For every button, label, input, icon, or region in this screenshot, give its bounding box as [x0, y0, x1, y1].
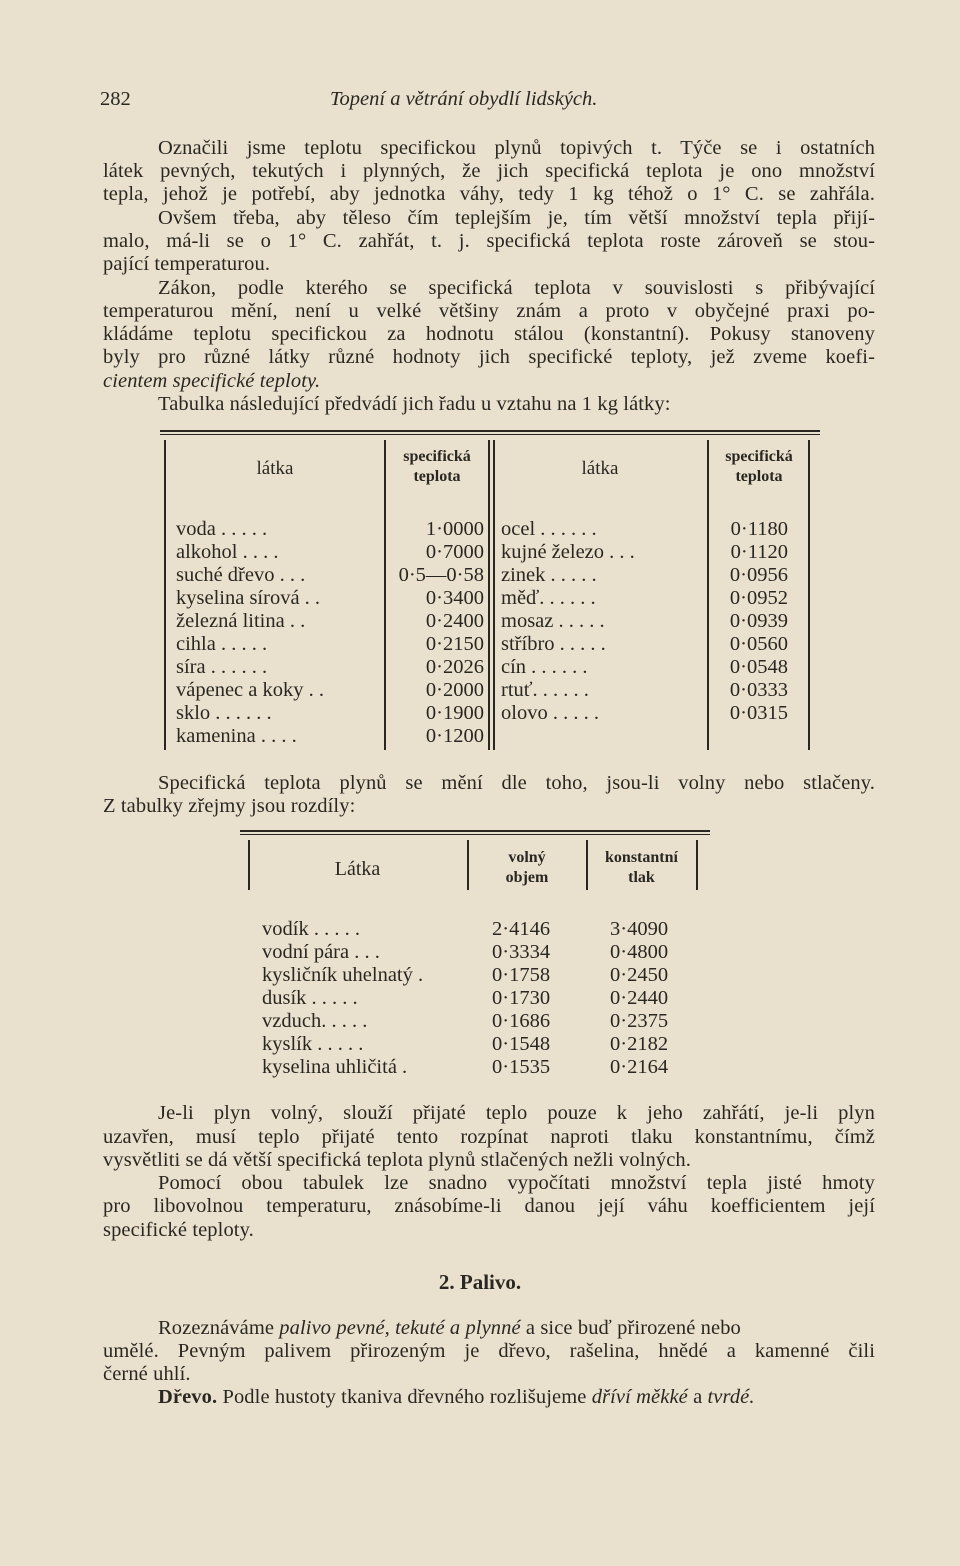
para6-line3: specifické teploty.	[103, 1219, 254, 1241]
table2-free-value: 0·1730	[492, 987, 551, 1009]
table1-col-rule-2	[707, 440, 709, 750]
table1-left-value: 0·3400	[425, 587, 484, 609]
table1-header-heat-left-2: teplota	[413, 468, 461, 485]
table2-top-rule	[240, 830, 710, 832]
table1-right-value: 0·0333	[729, 679, 788, 701]
table2-left-rule	[248, 840, 250, 890]
para1-line4: Ovšem třeba, aby těleso čím teplejším je, tím větší množství tepla přijí-	[158, 207, 875, 229]
para4-line2: Z tabulky zřejmy jsou rozdíly:	[103, 795, 356, 817]
table1-right-name: rtuť. . . . . .	[501, 679, 589, 701]
table2-name: vzduch. . . . .	[262, 1010, 368, 1032]
table2-const-value: 0·4800	[610, 941, 669, 963]
table1-right-value: 0·1180	[730, 518, 788, 540]
table1-left-value: 0·2026	[425, 656, 484, 678]
table2-header-const-2: tlak	[628, 869, 655, 886]
table1-right-value: 0·1120	[730, 541, 788, 563]
para1-line5: malo, má-li se o 1° C. zahřát, t. j. specifická teplota roste zároveň se stou-	[103, 230, 875, 252]
table1-right-name: zinek . . . . .	[501, 564, 597, 586]
table2-name: vodík . . . . .	[262, 918, 360, 940]
table1-mid-rule-b	[493, 440, 495, 750]
para7-line1-emph: palivo pevné, tekuté a plynné	[279, 1317, 521, 1339]
para4-line1: Specifická teplota plynů se mění dle toho, jsou-li volny nebo stlačeny.	[158, 772, 875, 794]
table1-intro: Tabulka následující předvádí jich řadu u vztahu na 1 kg látky:	[158, 393, 671, 415]
table1-left-value: 0·5—0·58	[398, 564, 484, 586]
para7-line1	[158, 1317, 875, 1340]
table2-name: dusík . . . . .	[262, 987, 358, 1009]
table2-name: vodní pára . . .	[262, 941, 380, 963]
table2-header-free-1: volný	[508, 849, 546, 866]
table1-left-name: sklo . . . . . .	[176, 702, 272, 724]
para8-and: a	[687, 1386, 708, 1408]
table1-right-rule	[808, 440, 810, 750]
table1-left-name: voda . . . . .	[176, 518, 268, 540]
table1-right-name: mosaz . . . . .	[501, 610, 605, 632]
table2-const-value: 0·2450	[610, 964, 669, 986]
page-number: 282	[100, 88, 131, 110]
para8-line1	[158, 1386, 875, 1409]
para8-heading: Dřevo.	[158, 1386, 218, 1408]
para2-line5: cientem specifické teploty.	[103, 370, 321, 392]
table2-free-value: 0·1758	[492, 964, 551, 986]
table1-mid-rule-a	[488, 440, 490, 750]
table1-left-value: 0·7000	[425, 541, 484, 563]
table1-right-value: 0·0956	[729, 564, 788, 586]
running-title: Topení a větrání obydlí lidských.	[330, 88, 598, 110]
table1-left-name: suché dřevo . . .	[176, 564, 306, 586]
table1-right-value: 0·0315	[729, 702, 788, 724]
para2-line1: Zákon, podle kterého se specifická teplota v souvislosti s přibývající	[158, 277, 875, 299]
table1-left-value: 0·1900	[425, 702, 484, 724]
table1-left-value: 0·2000	[425, 679, 484, 701]
table2-header-const-1: konstantní	[605, 849, 678, 866]
table1-top-rule-thin	[160, 434, 820, 435]
table1-right-value: 0·0560	[729, 633, 788, 655]
table1-header-heat-left-1: specifická	[403, 448, 471, 465]
table1-left-name: alkohol . . . .	[176, 541, 279, 563]
table1-header-substance-right: látka	[581, 458, 619, 479]
para8-soft-wood: dříví měkké	[591, 1386, 688, 1408]
table1-left-name: železná litina . .	[176, 610, 306, 632]
para2-line4: byly pro různé látky různé hodnoty jich specifické teploty, jež zveme koefi-	[103, 346, 875, 368]
table1-left-name: cihla . . . . .	[176, 633, 268, 655]
para5-line2: uzavřen, musí teplo přijaté tento rozpínat naproti tlaku konstantnímu, čímž	[103, 1126, 875, 1148]
table1-header-heat-right-1: specifická	[725, 448, 793, 465]
para6-line2: pro libovolnou temperaturu, znásobíme-li danou její váhu koefficientem její	[103, 1195, 875, 1217]
table1-right-value: 0·0939	[729, 610, 788, 632]
table2-const-value: 3·4090	[610, 918, 669, 940]
table1-left-value: 1·0000	[425, 518, 484, 540]
table1-right-name: cín . . . . . .	[501, 656, 588, 678]
table2-top-rule-thin	[240, 834, 710, 835]
table1-left-rule	[164, 440, 166, 750]
para2-line3: kládáme teplotu specifickou za hodnotu stálou (konstantní). Pokusy stanoveny	[103, 323, 875, 345]
table2-name: kysličník uhelnatý .	[262, 964, 424, 986]
table2-col-rule-1	[467, 840, 469, 890]
para6-line1: Pomocí obou tabulek lze snadno vypočítati množství tepla jisté hmoty	[158, 1172, 875, 1194]
table2-header-free-2: objem	[505, 869, 549, 886]
table1-right-value: 0·0952	[729, 587, 788, 609]
para7-line2: umělé. Pevným palivem přirozeným je dřevo, rašelina, hnědé a kamenné čili	[103, 1340, 875, 1362]
para5-line3: vysvětliti se dá větší specifická teplota plynů stlačených nežli volných.	[103, 1149, 691, 1171]
para7-line3: černé uhlí.	[103, 1363, 191, 1385]
table2-free-value: 0·3334	[492, 941, 551, 963]
para1-line6: pající temperaturou.	[103, 253, 271, 275]
section-title: 2. Palivo.	[438, 1270, 522, 1294]
table2-const-value: 0·2164	[610, 1056, 669, 1078]
para5-line1: Je-li plyn volný, slouží přijaté teplo pouze k jeho zahřátí, je-li plyn	[158, 1102, 875, 1124]
table2-free-value: 0·1686	[492, 1010, 551, 1032]
para1-line3: tepla, jehož je potřebí, aby jednotka váhy, tedy 1 kg téhož o 1° C. se zahřála.	[103, 183, 875, 205]
table2-name: kyslík . . . . .	[262, 1033, 364, 1055]
table1-right-value: 0·0548	[729, 656, 788, 678]
table1-header-heat-right-2: teplota	[735, 468, 783, 485]
para8-hard-wood: tvrdé.	[707, 1386, 755, 1408]
table1-left-value: 0·1200	[425, 725, 484, 747]
para7-line1-c: a sice buď přirozené nebo	[520, 1317, 741, 1339]
table2-const-value: 0·2182	[610, 1033, 669, 1055]
table2-free-value: 0·1548	[492, 1033, 551, 1055]
table2-free-value: 0·1535	[492, 1056, 551, 1078]
table1-left-value: 0·2400	[425, 610, 484, 632]
para2-line2: temperaturou mění, není u velké většiny znám a proto v obyčejné praxi po-	[103, 300, 875, 322]
table1-right-name: kujné železo . . .	[501, 541, 635, 563]
table1-top-rule	[160, 430, 820, 432]
table2-free-value: 2·4146	[492, 918, 551, 940]
table2-col-rule-2	[586, 840, 588, 890]
table1-right-name: stříbro . . . . .	[501, 633, 606, 655]
table1-left-name: kamenina . . . .	[176, 725, 297, 747]
table2-const-value: 0·2440	[610, 987, 669, 1009]
table2-name: kyselina uhličitá .	[262, 1056, 408, 1078]
table1-header-substance-left: látka	[256, 458, 294, 479]
para7-line1-a: Rozeznáváme	[158, 1317, 280, 1339]
table2-right-rule	[696, 840, 698, 890]
table1-right-name: olovo . . . . .	[501, 702, 599, 724]
table1-right-name: ocel . . . . . .	[501, 518, 597, 540]
table1-right-name: měď. . . . . .	[501, 587, 596, 609]
table1-left-name: vápenec a koky . .	[176, 679, 324, 701]
para8-text: Podle hustoty tkaniva dřevného rozlišujeme	[217, 1386, 592, 1408]
table1-left-name: kyselina sírová . .	[176, 587, 321, 609]
para1-line1: Označili jsme teplotu specifickou plynů topivých t. Týče se i ostatních	[158, 137, 875, 159]
para1-line2: látek pevných, tekutých i plynných, že jich specifická teplota je ono množství	[103, 160, 875, 182]
table1-col-rule-1	[384, 440, 386, 750]
table2-const-value: 0·2375	[610, 1010, 669, 1032]
table1-left-value: 0·2150	[425, 633, 484, 655]
table1-left-name: síra . . . . . .	[176, 656, 268, 678]
table2-header-substance: Látka	[334, 858, 381, 880]
